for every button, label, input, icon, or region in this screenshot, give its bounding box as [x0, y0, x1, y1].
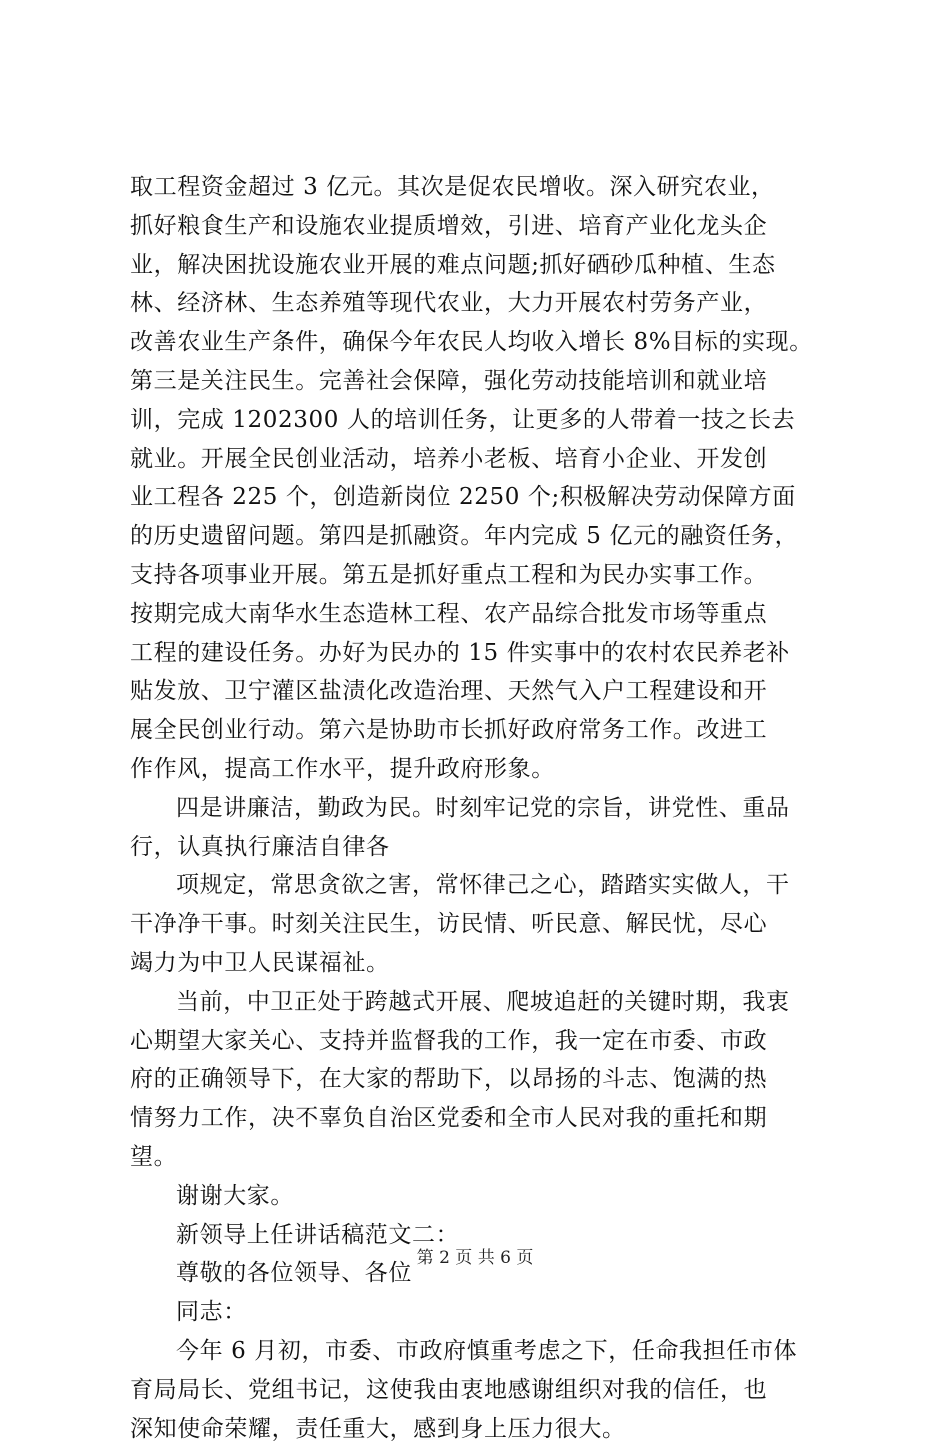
section-heading: 新领导上任讲话稿范文二： [130, 1216, 850, 1255]
text-line: 业，解决困扰设施农业开展的难点问题;抓好硒砂瓜种植、生态 [130, 246, 850, 285]
page-number-footer: 第 2 页 共 6 页 [0, 1243, 950, 1268]
text-line: 抓好粮食生产和设施农业提质增效，引进、培育产业化龙头企 [130, 207, 850, 246]
text-line: 展全民创业行动。第六是协助市长抓好政府常务工作。改进工 [130, 711, 850, 750]
text-line: 竭力为中卫人民谋福祉。 [130, 944, 850, 983]
text-line: 干净净干事。时刻关注民生，访民情、听民意、解民忧，尽心 [130, 905, 850, 944]
text-line: 情努力工作，决不辜负自治区党委和全市人民对我的重托和期 [130, 1099, 850, 1138]
text-line: 心期望大家关心、支持并监督我的工作，我一定在市委、市政 [130, 1022, 850, 1061]
text-line: 作作风，提高工作水平，提升政府形象。 [130, 750, 850, 789]
text-line: 贴发放、卫宁灌区盐渍化改造治理、天然气入户工程建设和开 [130, 672, 850, 711]
text-line: 行，认真执行廉洁自律各 [130, 828, 850, 867]
salutation: 同志： [130, 1293, 850, 1332]
text-line: 业工程各 225 个，创造新岗位 2250 个;积极解决劳动保障方面 [130, 478, 850, 517]
text-line: 取工程资金超过 3 亿元。其次是促农民增收。深入研究农业， [130, 168, 850, 207]
text-line: 的历史遗留问题。第四是抓融资。年内完成 5 亿元的融资任务， [130, 517, 850, 556]
text-line: 第三是关注民生。完善社会保障，强化劳动技能培训和就业培 [130, 362, 850, 401]
paragraph-start: 谢谢大家。 [130, 1177, 850, 1216]
text-line: 望。 [130, 1138, 850, 1177]
text-line: 育局局长、党组书记，这使我由衷地感谢组织对我的信任，也 [130, 1371, 850, 1410]
text-line: 工程的建设任务。办好为民办的 15 件实事中的农村农民养老补 [130, 634, 850, 673]
salutation: 尊敬的各位领导、各位 [130, 1254, 850, 1293]
paragraph-start: 今年 6 月初，市委、市政府慎重考虑之下，任命我担任市体 [130, 1332, 850, 1371]
text-line: 府的正确领导下，在大家的帮助下，以昂扬的斗志、饱满的热 [130, 1060, 850, 1099]
text-line: 支持各项事业开展。第五是抓好重点工程和为民办实事工作。 [130, 556, 850, 595]
paragraph-start: 当前，中卫正处于跨越式开展、爬坡追赶的关键时期，我衷 [130, 983, 850, 1022]
text-line: 改善农业生产条件，确保今年农民人均收入增长 8%目标的实现。 [130, 323, 850, 362]
text-line: 训，完成 1202300 人的培训任务，让更多的人带着一技之长去 [130, 401, 850, 440]
paragraph-start: 项规定，常思贪欲之害，常怀律己之心，踏踏实实做人，干 [130, 866, 850, 905]
text-line: 按期完成大南华水生态造林工程、农产品综合批发市场等重点 [130, 595, 850, 634]
text-line: 林、经济林、生态养殖等现代农业，大力开展农村劳务产业， [130, 284, 850, 323]
text-line: 深知使命荣耀，责任重大，感到身上压力很大。 [130, 1410, 850, 1448]
text-line: 就业。开展全民创业活动，培养小老板、培育小企业、开发创 [130, 440, 850, 479]
paragraph-start: 四是讲廉洁，勤政为民。时刻牢记党的宗旨，讲党性、重品 [130, 789, 850, 828]
